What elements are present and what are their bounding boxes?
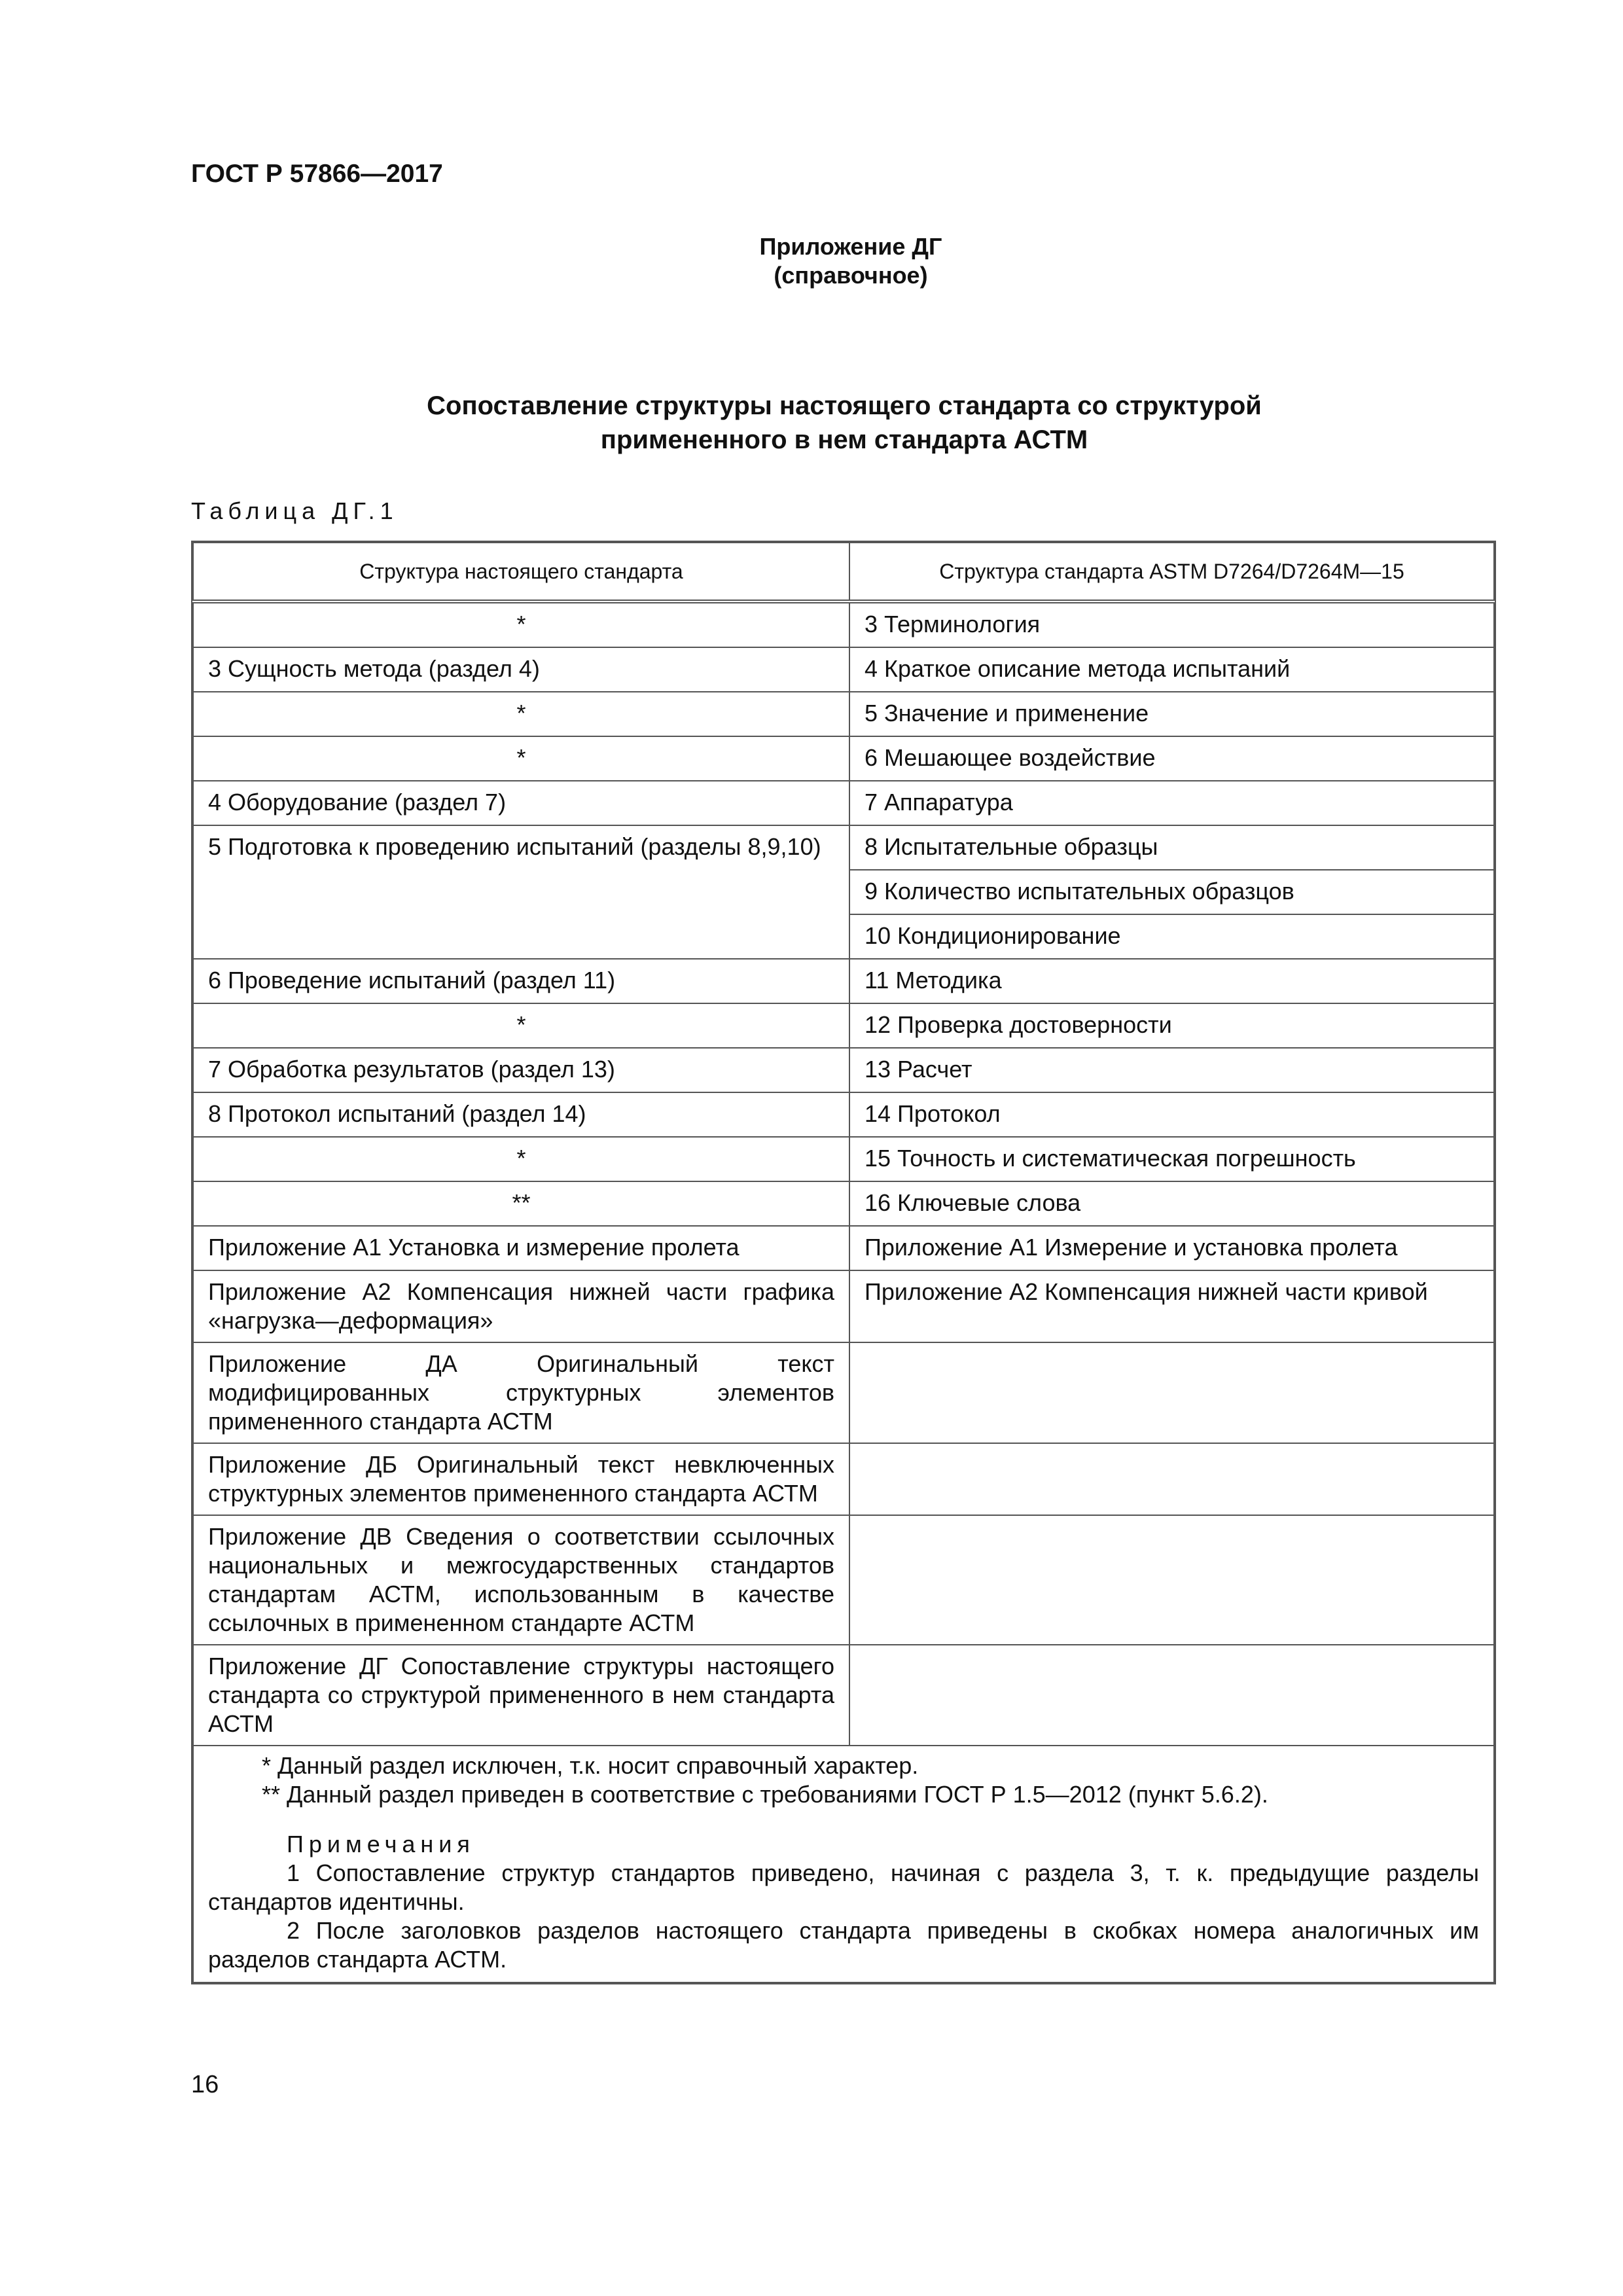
- cell-left: Приложение ДА Оригинальный текст модифицированных структурных элементов примененного стандарта АСТМ: [193, 1342, 849, 1443]
- cell-left: *: [193, 601, 849, 647]
- table-row: [193, 1270, 1494, 1342]
- cell-left: 4 Оборудование (раздел 7): [193, 781, 849, 825]
- cell-left: Приложение А2 Компенсация нижней части графика «нагрузка—деформация»: [193, 1270, 849, 1342]
- cell-left: *: [193, 1137, 849, 1181]
- cell-right: Приложение А1 Измерение и установка пролета: [849, 1226, 1494, 1270]
- notes-cell: [193, 1746, 1494, 1982]
- column-header-current-standard: Структура настоящего стандарта: [193, 543, 849, 601]
- cell-right: Приложение А2 Компенсация нижней части кривой: [849, 1270, 1494, 1342]
- cell-left-merged: 5 Подготовка к проведению испытаний (разделы 8,9,10): [193, 825, 849, 959]
- appendix-title: Приложение ДГ: [759, 233, 942, 260]
- table-row: [193, 1181, 1494, 1226]
- cell-right: 11 Методика: [849, 959, 1494, 1003]
- cell-left: 3 Сущность метода (раздел 4): [193, 647, 849, 692]
- table-row: [193, 1003, 1494, 1048]
- cell-left: Приложение ДВ Сведения о соответствии ссылочных национальных и межгосударственных стандартов стандартам АСТМ, использованным в качестве ссылочных в примененном стандарте АСТМ: [193, 1515, 849, 1645]
- comparison-table: [191, 541, 1496, 1984]
- cell-left: Приложение А1 Установка и измерение пролета: [193, 1226, 849, 1270]
- cell-right: 6 Мешающее воздействие: [849, 736, 1494, 781]
- table-row: [193, 1048, 1494, 1092]
- table-row: [193, 1092, 1494, 1137]
- cell-right: 7 Аппаратура: [849, 781, 1494, 825]
- cell-left: Приложение ДБ Оригинальный текст невключенных структурных элементов примененного стандарта АСТМ: [193, 1443, 849, 1515]
- cell-right: 16 Ключевые слова: [849, 1181, 1494, 1226]
- table-row: [193, 1137, 1494, 1181]
- cell-right: [849, 1645, 1494, 1746]
- cell-right: 12 Проверка достоверности: [849, 1003, 1494, 1048]
- table-row: [193, 736, 1494, 781]
- table-row: [193, 1515, 1494, 1645]
- table-header-row: [193, 543, 1494, 601]
- cell-right: 8 Испытательные образцы: [849, 825, 1494, 870]
- cell-left: *: [193, 692, 849, 736]
- page-number: 16: [191, 2071, 219, 2098]
- column-header-astm-standard: Структура стандарта ASTM D7264/D7264M—15: [849, 543, 1494, 601]
- cell-right: 10 Кондиционирование: [849, 914, 1494, 959]
- cell-left: *: [193, 736, 849, 781]
- table-row: [193, 601, 1494, 647]
- table-row: [193, 959, 1494, 1003]
- cell-left: *: [193, 1003, 849, 1048]
- notes-heading: Примечания: [287, 1831, 475, 1857]
- cell-left: **: [193, 1181, 849, 1226]
- cell-right: [849, 1515, 1494, 1645]
- page-title-line-2: примененного в нем стандарта АСТМ: [600, 425, 1088, 454]
- appendix-type: (справочное): [774, 262, 928, 289]
- cell-right: 14 Протокол: [849, 1092, 1494, 1137]
- document-code: ГОСТ Р 57866—2017: [191, 160, 443, 188]
- cell-left: 7 Обработка результатов (раздел 13): [193, 1048, 849, 1092]
- cell-right: 9 Количество испытательных образцов: [849, 870, 1494, 914]
- table-row: [193, 647, 1494, 692]
- footnote-single-star: * Данный раздел исключен, т.к. носит справочный характер.: [262, 1752, 919, 1779]
- table-row: [193, 1645, 1494, 1746]
- table-row: [193, 1226, 1494, 1270]
- cell-right: 13 Расчет: [849, 1048, 1494, 1092]
- cell-right: 15 Точность и систематическая погрешность: [849, 1137, 1494, 1181]
- notes-row: [193, 1746, 1494, 1982]
- footnote-double-star: ** Данный раздел приведен в соответствие с требованиями ГОСТ Р 1.5—2012 (пункт 5.6.2).: [262, 1781, 1268, 1808]
- cell-left: 6 Проведение испытаний (раздел 11): [193, 959, 849, 1003]
- cell-right: 5 Значение и применение: [849, 692, 1494, 736]
- table-caption: Таблица ДГ.1: [191, 497, 399, 524]
- table-row: [193, 781, 1494, 825]
- cell-right: 4 Краткое описание метода испытаний: [849, 647, 1494, 692]
- table-row: [193, 1342, 1494, 1443]
- note-2: 2 После заголовков разделов настоящего стандарта приведены в скобках номера аналогичных им разделов стандарта АСТМ.: [208, 1917, 1479, 1973]
- cell-right: 3 Терминология: [849, 601, 1494, 647]
- table-row: [193, 825, 1494, 870]
- table-row: [193, 1443, 1494, 1515]
- cell-left: Приложение ДГ Сопоставление структуры настоящего стандарта со структурой примененного в нем стандарта АСТМ: [193, 1645, 849, 1746]
- note-1: 1 Сопоставление структур стандартов приведено, начиная с раздела 3, т. к. предыдущие разделы стандартов идентичны.: [208, 1859, 1479, 1915]
- table-row: [193, 692, 1494, 736]
- cell-left: 8 Протокол испытаний (раздел 14): [193, 1092, 849, 1137]
- cell-right: [849, 1443, 1494, 1515]
- cell-right: [849, 1342, 1494, 1443]
- page-title-line-1: Сопоставление структуры настоящего стандарта со структурой: [427, 391, 1262, 420]
